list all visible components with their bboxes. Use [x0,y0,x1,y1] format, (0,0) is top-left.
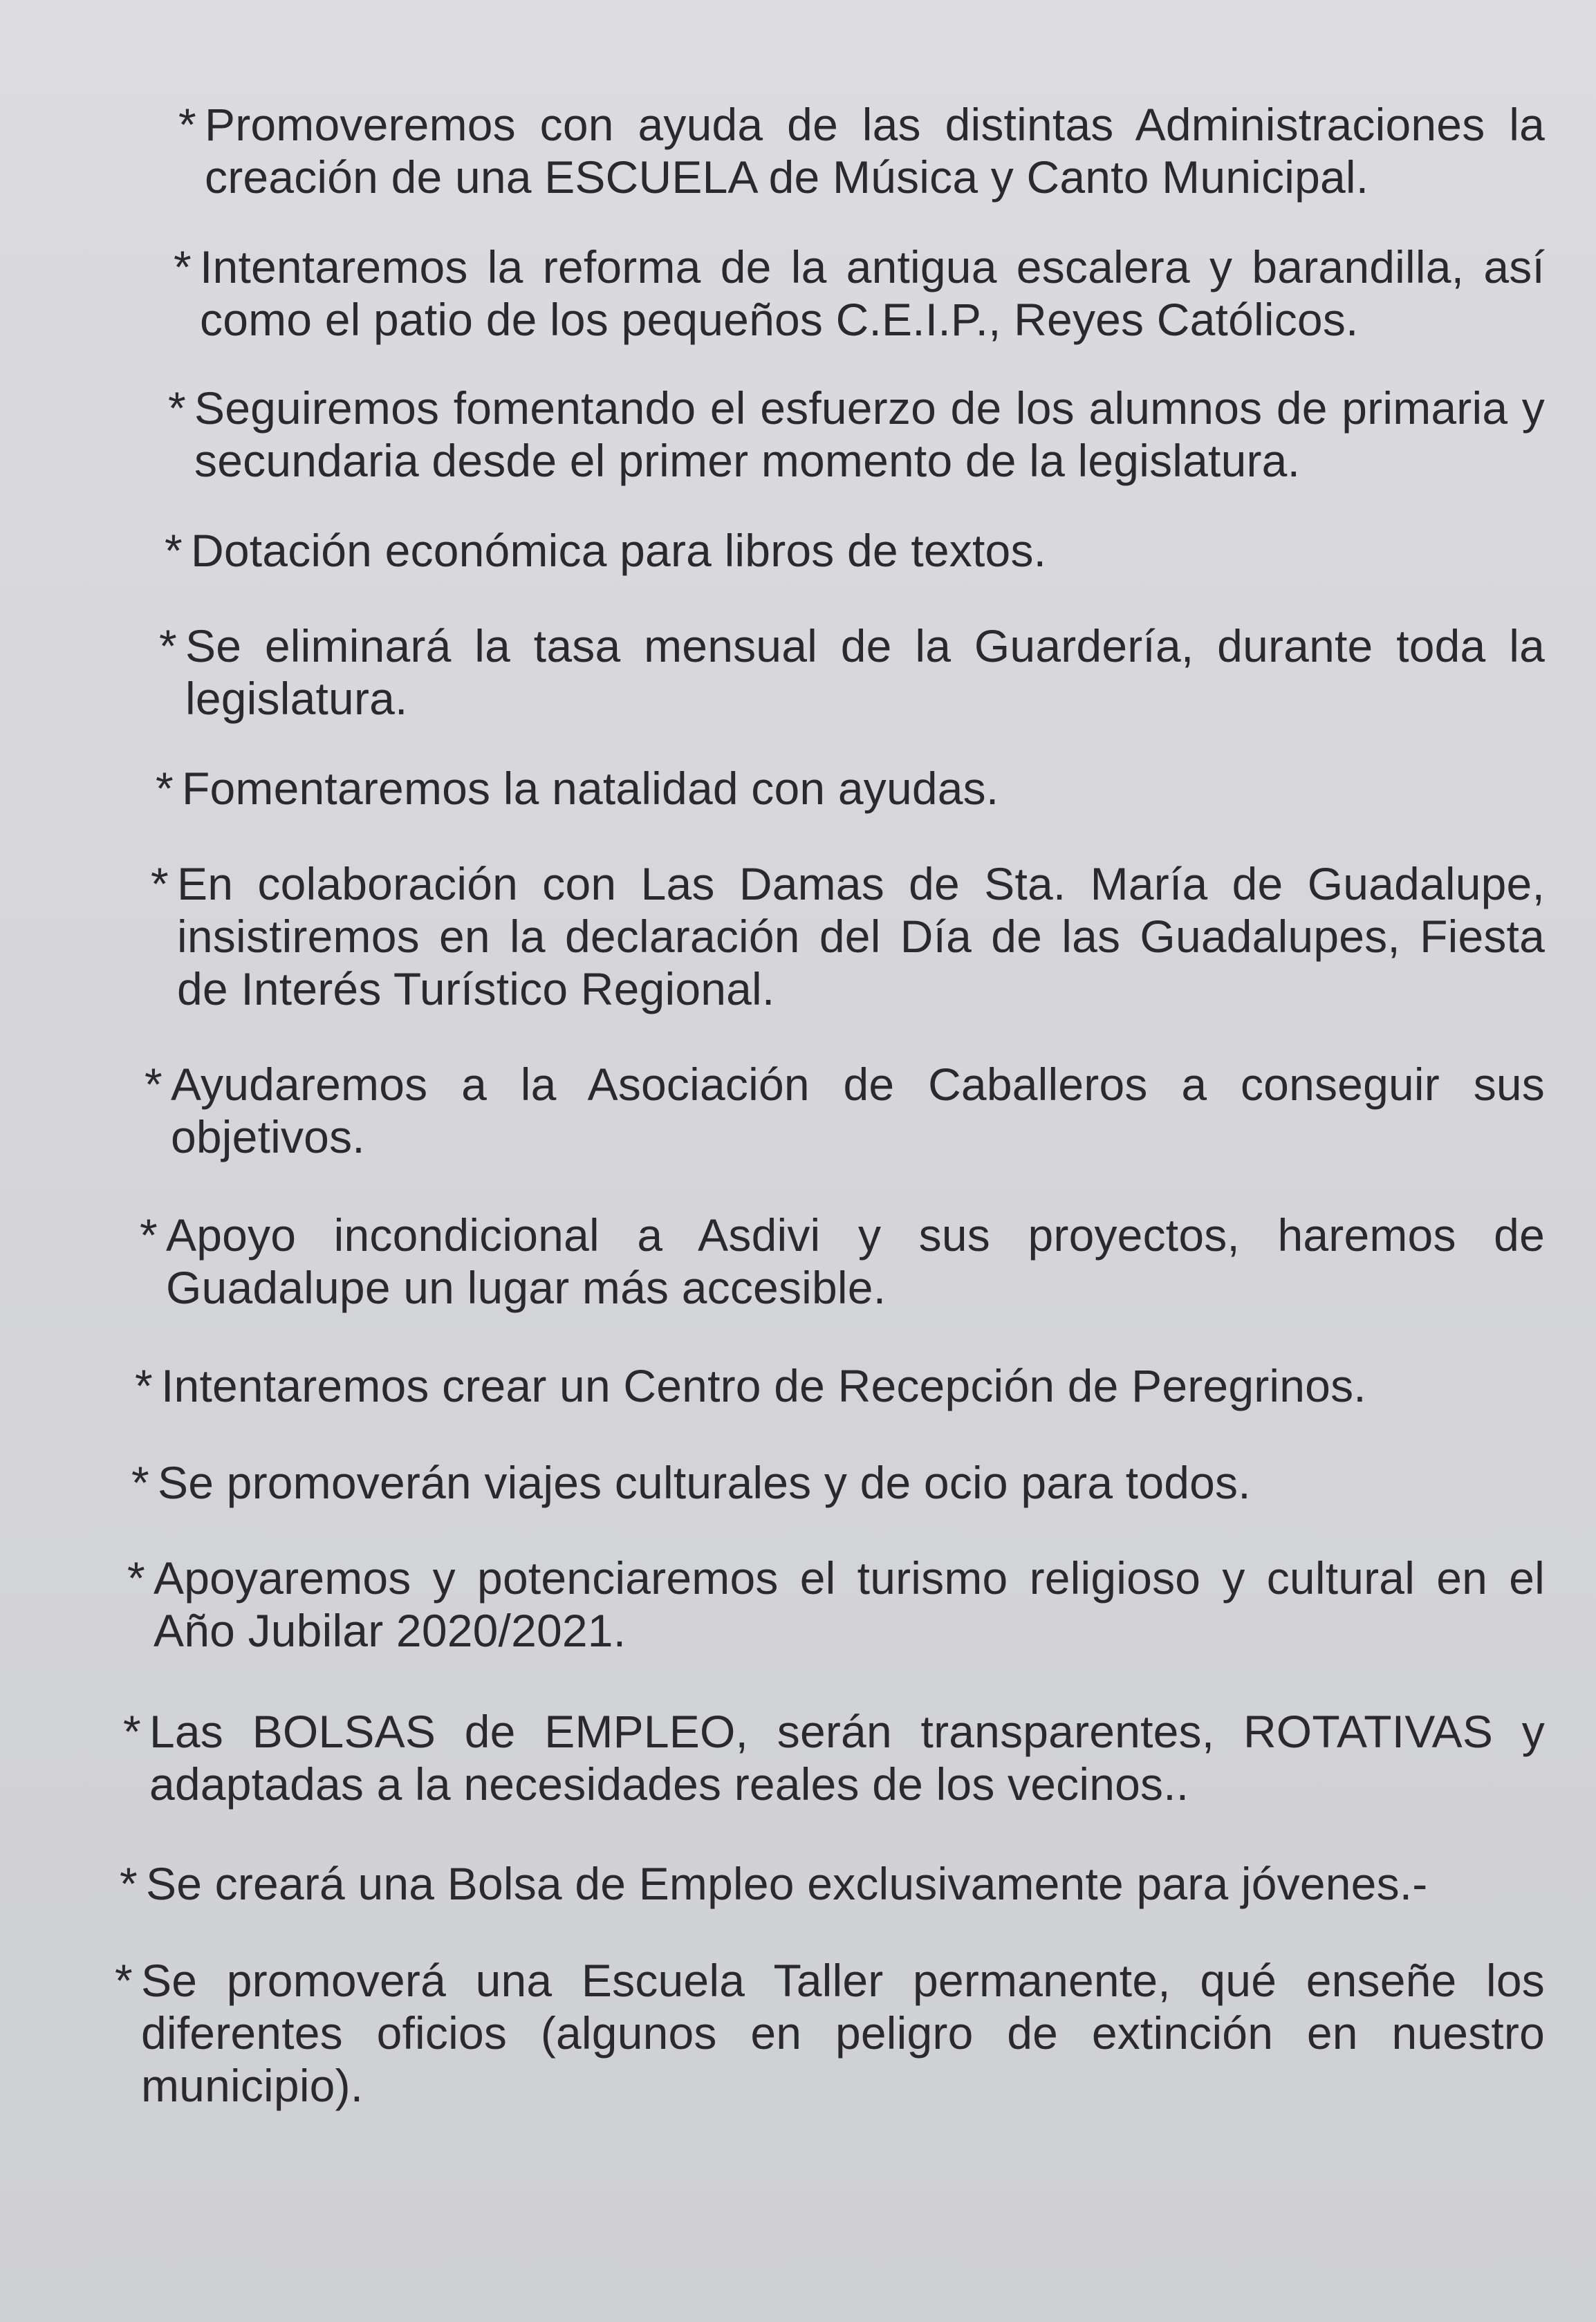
bullet-asterisk: * [123,1706,141,1757]
list-item-text: Las BOLSAS de EMPLEO, serán transparentes, ROTATIVAS y adaptadas a la necesidades reales de los vecinos.. [149,1706,1545,1810]
list-item-text: Apoyo incondicional a Asdivi y sus proyectos, haremos de Guadalupe un lugar más accesible. [166,1209,1545,1313]
list-item-text: Seguiremos fomentando el esfuerzo de los alumnos de primaria y secundaria desde el primer momento de la legislatura. [194,382,1545,486]
list-item-text: Intentaremos la reforma de la antigua escalera y barandilla, así como el patio de los pequeños C.E.I.P., Reyes Católicos. [200,241,1545,345]
list-item-text: Apoyaremos y potenciaremos el turismo religioso y cultural en el Año Jubilar 2020/2021. [154,1552,1545,1656]
list-item [151,857,1545,1015]
list-item [131,1456,1545,1509]
list-item-text: Se promoverá una Escuela Taller permanente, qué enseñe los diferentes oficios (algunos en peligro de extinción en nuestro municipio). [141,1955,1545,2111]
bullet-asterisk: * [156,763,174,814]
list-item [156,762,1545,815]
bullet-asterisk: * [159,620,177,671]
list-item [165,524,1545,577]
bullet-asterisk: * [178,99,196,150]
list-item [159,620,1545,725]
list-item-text: Ayudaremos a la Asociación de Caballeros a conseguir sus objetivos. [171,1059,1545,1162]
list-item [123,1705,1545,1810]
list-item [168,382,1545,487]
list-item-text: Intentaremos crear un Centro de Recepción de Peregrinos. [161,1360,1366,1411]
list-item [174,241,1545,346]
bullet-asterisk: * [151,858,169,909]
list-item-text: Promoveremos con ayuda de las distintas Administraciones la creación de una ESCUELA de Música y Canto Municipal. [205,99,1545,203]
list-item [135,1359,1545,1412]
list-item [145,1058,1545,1163]
bullet-asterisk: * [115,1955,133,2006]
list-item-text: Se creará una Bolsa de Empleo exclusivamente para jóvenes.- [146,1858,1428,1909]
list-item-text: Fomentaremos la natalidad con ayudas. [182,763,999,814]
bullet-asterisk: * [127,1552,145,1604]
bullet-asterisk: * [131,1457,149,1508]
list-item [178,98,1545,203]
bullet-asterisk: * [140,1209,158,1261]
bullet-asterisk: * [145,1059,163,1110]
list-item [115,1954,1545,2112]
list-item [127,1552,1545,1657]
list-item-text: Dotación económica para libros de textos. [191,525,1047,576]
list-item [120,1857,1545,1910]
list-item-text: En colaboración con Las Damas de Sta. María de Guadalupe, insistiremos en la declaración del Día de las Guadalupes, Fiesta de Interés Turístico Regional. [177,858,1545,1014]
list-item [140,1209,1545,1314]
bullet-asterisk: * [120,1858,138,1909]
bullet-asterisk: * [168,382,186,434]
bullet-asterisk: * [135,1360,153,1411]
list-item-text: Se promoverán viajes culturales y de ocio para todos. [158,1457,1251,1508]
bullet-asterisk: * [165,525,183,576]
bullet-asterisk: * [174,241,192,292]
list-item-text: Se eliminará la tasa mensual de la Guardería, durante toda la legislatura. [185,620,1545,724]
